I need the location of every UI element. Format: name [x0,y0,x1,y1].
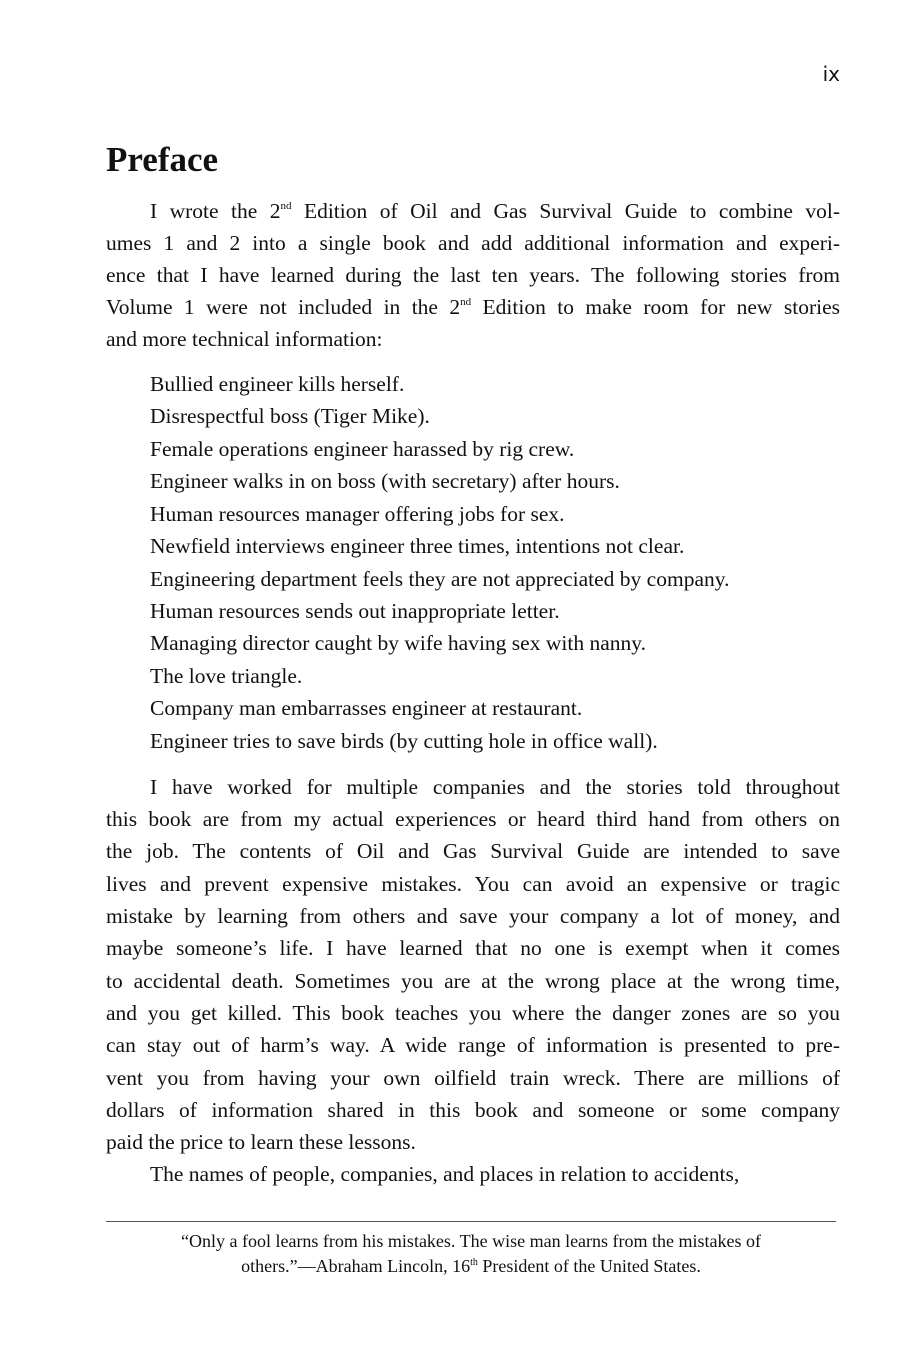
paragraph-line: Volume 1 were not included in the 2nd Edition to make room for new stories [106,295,840,319]
list-item: Managing director caught by wife having sex with nanny. [150,631,646,655]
page-number: ix [822,62,840,86]
footnote-line: others.”—Abraham Lincoln, 16th President of the United States. [241,1256,701,1276]
list-item: Engineer walks in on boss (with secretary) after hours. [150,469,620,493]
list-item: Disrespectful boss (Tiger Mike). [150,404,430,428]
paragraph-line: paid the price to learn these lessons. [106,1130,416,1154]
paragraph-line: maybe someone’s life. I have learned that no one is exempt when it comes [106,936,840,960]
paragraph-line: vent you from having your own oilfield train wreck. There are millions of [106,1066,840,1090]
list-item: Company man embarrasses engineer at restaurant. [150,696,583,720]
paragraph-line: lives and prevent expensive mistakes. You can avoid an expensive or tragic [106,872,840,896]
paragraph-line: and more technical information: [106,327,383,351]
list-item: Engineer tries to save birds (by cutting hole in office wall). [150,729,658,753]
paragraph-line: I wrote the 2nd Edition of Oil and Gas Survival Guide to combine vol- [150,199,840,223]
list-item: Engineering department feels they are not appreciated by company. [150,567,730,591]
paragraph-line: ence that I have learned during the last ten years. The following stories from [106,263,840,287]
paragraph-line: and you get killed. This book teaches you where the danger zones are so you [106,1001,840,1025]
footnote-line: “Only a fool learns from his mistakes. The wise man learns from the mistakes of [180,1231,762,1251]
list-item: Human resources manager offering jobs for sex. [150,502,565,526]
list-item: Bullied engineer kills herself. [150,372,405,396]
paragraph-line: mistake by learning from others and save your company a lot of money, and [106,904,840,928]
list-item: The love triangle. [150,664,303,688]
paragraph-line: this book are from my actual experiences or heard third hand from others on [106,807,840,831]
paragraph-line: The names of people, companies, and places in relation to accidents, [150,1162,740,1186]
paragraph-line: the job. The contents of Oil and Gas Survival Guide are intended to save [106,839,840,863]
paragraph-line: dollars of information shared in this book and someone or some company [106,1098,840,1122]
section-title: Preface [106,140,219,179]
list-item: Newfield interviews engineer three times, intentions not clear. [150,534,685,558]
footnote-divider [106,1221,836,1222]
list-item: Female operations engineer harassed by rig crew. [150,437,575,461]
paragraph-line: umes 1 and 2 into a single book and add additional information and experi- [106,231,840,255]
paragraph-line: can stay out of harm’s way. A wide range of information is presented to pre- [106,1033,840,1057]
paragraph-line: I have worked for multiple companies and the stories told throughout [150,775,840,799]
paragraph-line: to accidental death. Sometimes you are at the wrong place at the wrong time, [106,969,840,993]
list-item: Human resources sends out inappropriate letter. [150,599,560,623]
